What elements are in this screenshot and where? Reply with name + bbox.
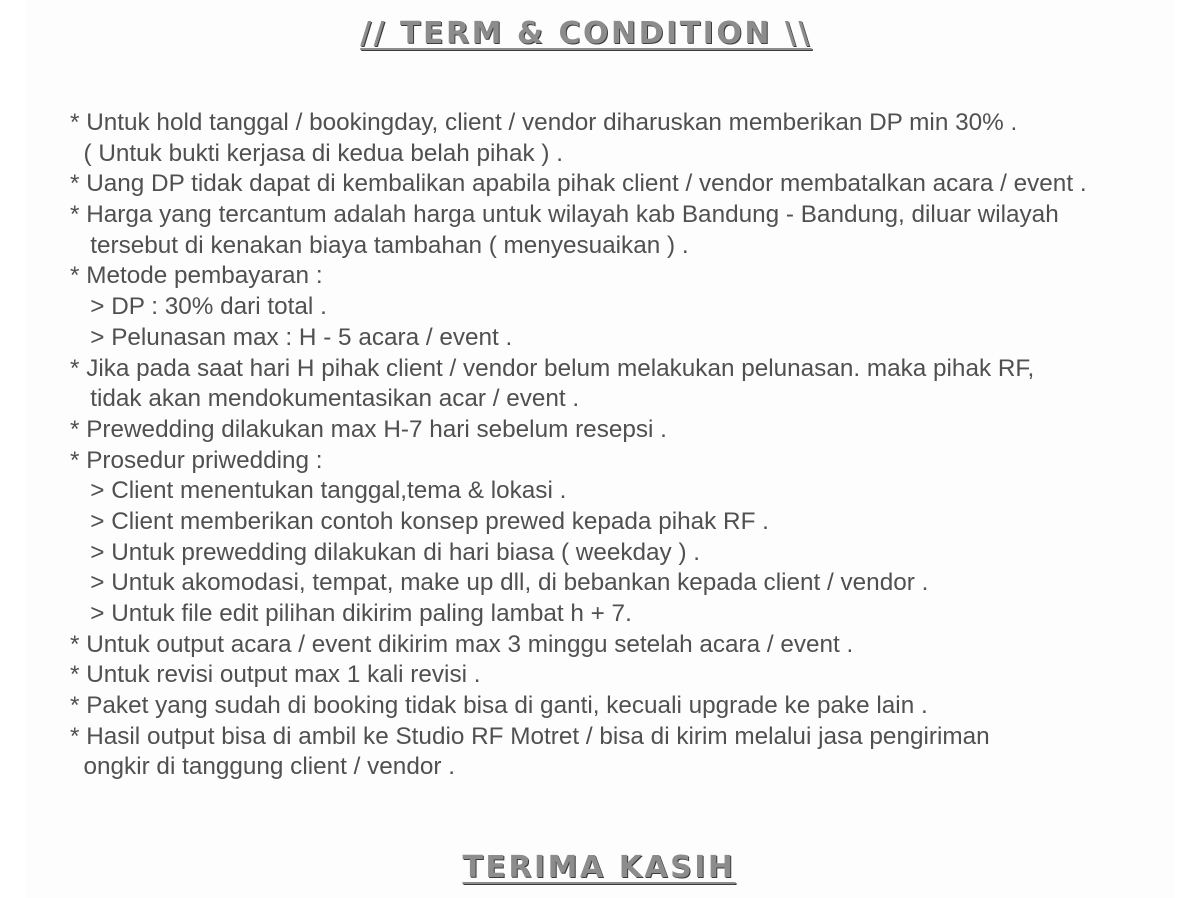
terms-line: > DP : 30% dari total .: [70, 293, 327, 321]
terms-line: * Prewedding dilakukan max H-7 hari sebelum resepsi .: [70, 415, 667, 443]
terms-line: * Hasil output bisa di ambil ke Studio RF Motret / bisa di kirim melalui jasa pengiriman: [70, 722, 990, 750]
terms-line: * Untuk output acara / event dikirim max 3 minggu setelah acara / event .: [70, 630, 854, 658]
terms-line: > Untuk file edit pilihan dikirim paling lambat h + 7.: [70, 600, 632, 627]
terms-line: tersebut di kenakan biaya tambahan ( menyesuaikan ) .: [70, 231, 689, 259]
terms-line: * Untuk revisi output max 1 kali revisi .: [70, 661, 481, 689]
terms-line: * Untuk hold tanggal / bookingday, client / vendor diharuskan memberikan DP min 30% .: [70, 109, 1018, 136]
terms-line: * Paket yang sudah di booking tidak bisa di ganti, kecuali upgrade ke pake lain .: [70, 692, 928, 720]
closing-text: TERIMA KASIH: [462, 850, 736, 885]
terms-line: > Client memberikan contoh konsep prewed kepada pihak RF .: [70, 507, 769, 535]
terms-line: ongkir di tanggung client / vendor .: [70, 753, 455, 781]
terms-line: > Client menentukan tanggal,tema & lokasi .: [70, 477, 567, 505]
terms-line: * Prosedur priwedding :: [70, 446, 323, 474]
terms-line: > Untuk akomodasi, tempat, make up dll, di bebankan kepada client / vendor .: [70, 569, 929, 597]
terms-line: tidak akan mendokumentasikan acar / event .: [70, 385, 580, 413]
terms-list: [70, 108, 1087, 783]
terms-line: * Uang DP tidak dapat di kembalikan apabila pihak client / vendor membatalkan acara / event .: [70, 170, 1087, 198]
terms-line: > Pelunasan max : H - 5 acara / event .: [70, 323, 513, 351]
terms-line: ( Untuk bukti kerjasa di kedua belah pihak ) .: [70, 139, 563, 167]
terms-line: * Harga yang tercantum adalah harga untuk wilayah kab Bandung - Bandung, diluar wilayah: [70, 201, 1059, 229]
terms-line: * Metode pembayaran :: [70, 262, 323, 290]
terms-line: > Untuk prewedding dilakukan di hari biasa ( weekday ) .: [70, 538, 701, 566]
page-title: // TERM & CONDITION \\: [360, 16, 812, 51]
terms-line: * Jika pada saat hari H pihak client / vendor belum melakukan pelunasan. maka pihak RF,: [70, 354, 1035, 382]
